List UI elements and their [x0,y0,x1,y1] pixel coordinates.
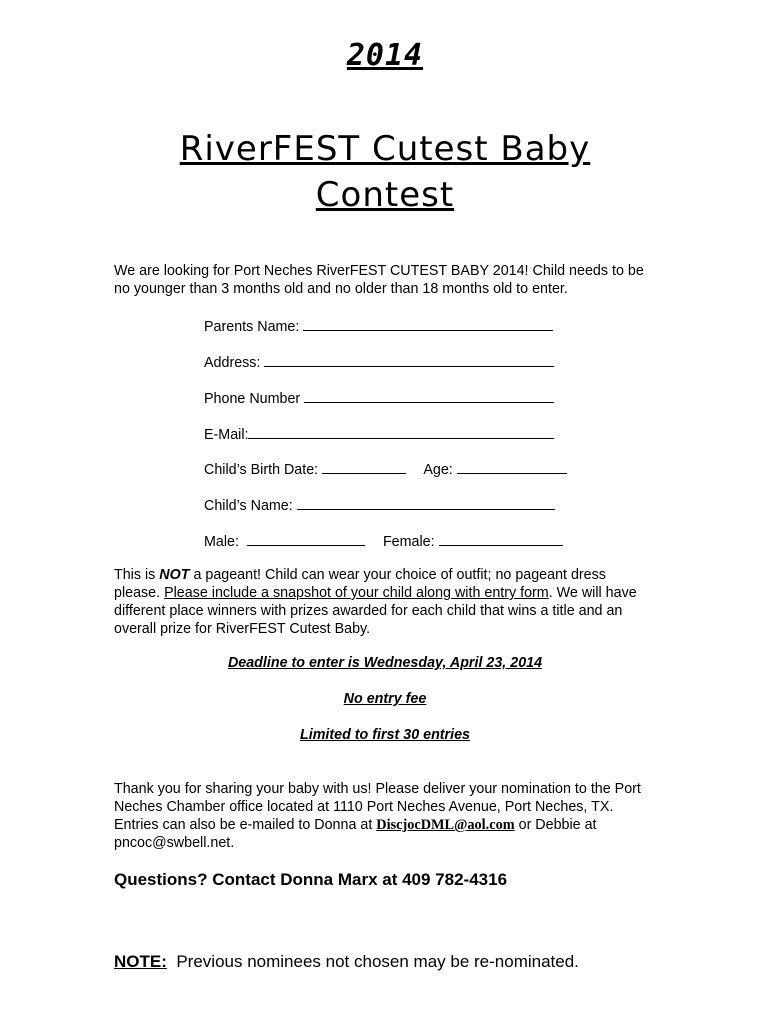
page-title [0,126,770,218]
year-heading: 2014 [346,38,424,73]
phone-label: Phone Number [204,391,301,407]
pageant-text-2: a pageant! Child can wear your choice of outfit; no pageant dress please. [114,567,606,601]
female-label: Female: [382,534,435,550]
male-label: Male: [204,534,239,550]
intro-paragraph: We are looking for Port Neches RiverFEST CUTEST BABY 2014! Child needs to be no younger than 3 months old and no older than 18 months old to enter. [114,263,644,297]
note-label: NOTE: [114,952,167,971]
title-line-2: Contest [315,175,455,215]
phone-field[interactable] [204,388,554,408]
email-line[interactable] [248,424,554,439]
note-text: Previous nominees not chosen may be re-nominated. [166,952,579,971]
not-emphasis: NOT [159,567,190,583]
snapshot-instruction: Please include a snapshot of your child along with entry form [164,585,549,601]
address-line[interactable] [264,352,554,367]
child-name-label: Child’s Name: [204,498,293,514]
entry-limit-text: Limited to first 30 entries [299,727,470,743]
email-field[interactable] [204,424,554,444]
address-field[interactable] [204,352,554,372]
parents-name-line[interactable] [303,316,553,331]
title-line-1: RiverFEST Cutest Baby [179,129,591,169]
email-label: E-Mail: [204,427,249,443]
age-label: Age: [423,462,453,478]
donna-email-link[interactable]: DiscjocDML@aol.com [376,817,515,833]
pageant-text-3: . We will have different place winners with prizes awarded for each child that wins a title and an overall prize for RiverFEST Cutest Baby. [114,585,637,637]
birth-date-line[interactable] [322,459,406,474]
phone-line[interactable] [304,388,554,403]
parents-name-label: Parents Name: [204,319,300,335]
thanks-text-2: or Debbie at pncoc@swbell.net. [114,817,597,851]
note-line [114,952,579,972]
address-label: Address: [204,355,261,371]
thanks-text-1: Thank you for sharing your baby with us! Please deliver your nomination to the Port Neches Chamber office located at 1110 Port Neches Avenue, Port Neches, TX. Entries can also be e-mailed to Donna at [114,781,641,833]
female-line[interactable] [439,531,563,546]
pageant-paragraph [114,566,654,638]
birth-date-label: Child’s Birth Date: [204,462,319,478]
male-line[interactable] [247,531,365,546]
questions-contact: Questions? Contact Donna Marx at 409 782-4316 [114,870,508,889]
age-line[interactable] [457,459,567,474]
parents-name-field[interactable] [204,316,553,336]
entry-fee-text: No entry fee [343,691,427,707]
child-name-line[interactable] [297,495,555,510]
child-name-field[interactable] [204,495,555,515]
pageant-text-1: This is [114,567,160,583]
birth-date-field[interactable] [204,459,567,479]
thanks-paragraph [114,780,654,852]
deadline-text: Deadline to enter is Wednesday, April 23, 2014 [227,655,543,671]
gender-field[interactable] [204,531,563,551]
